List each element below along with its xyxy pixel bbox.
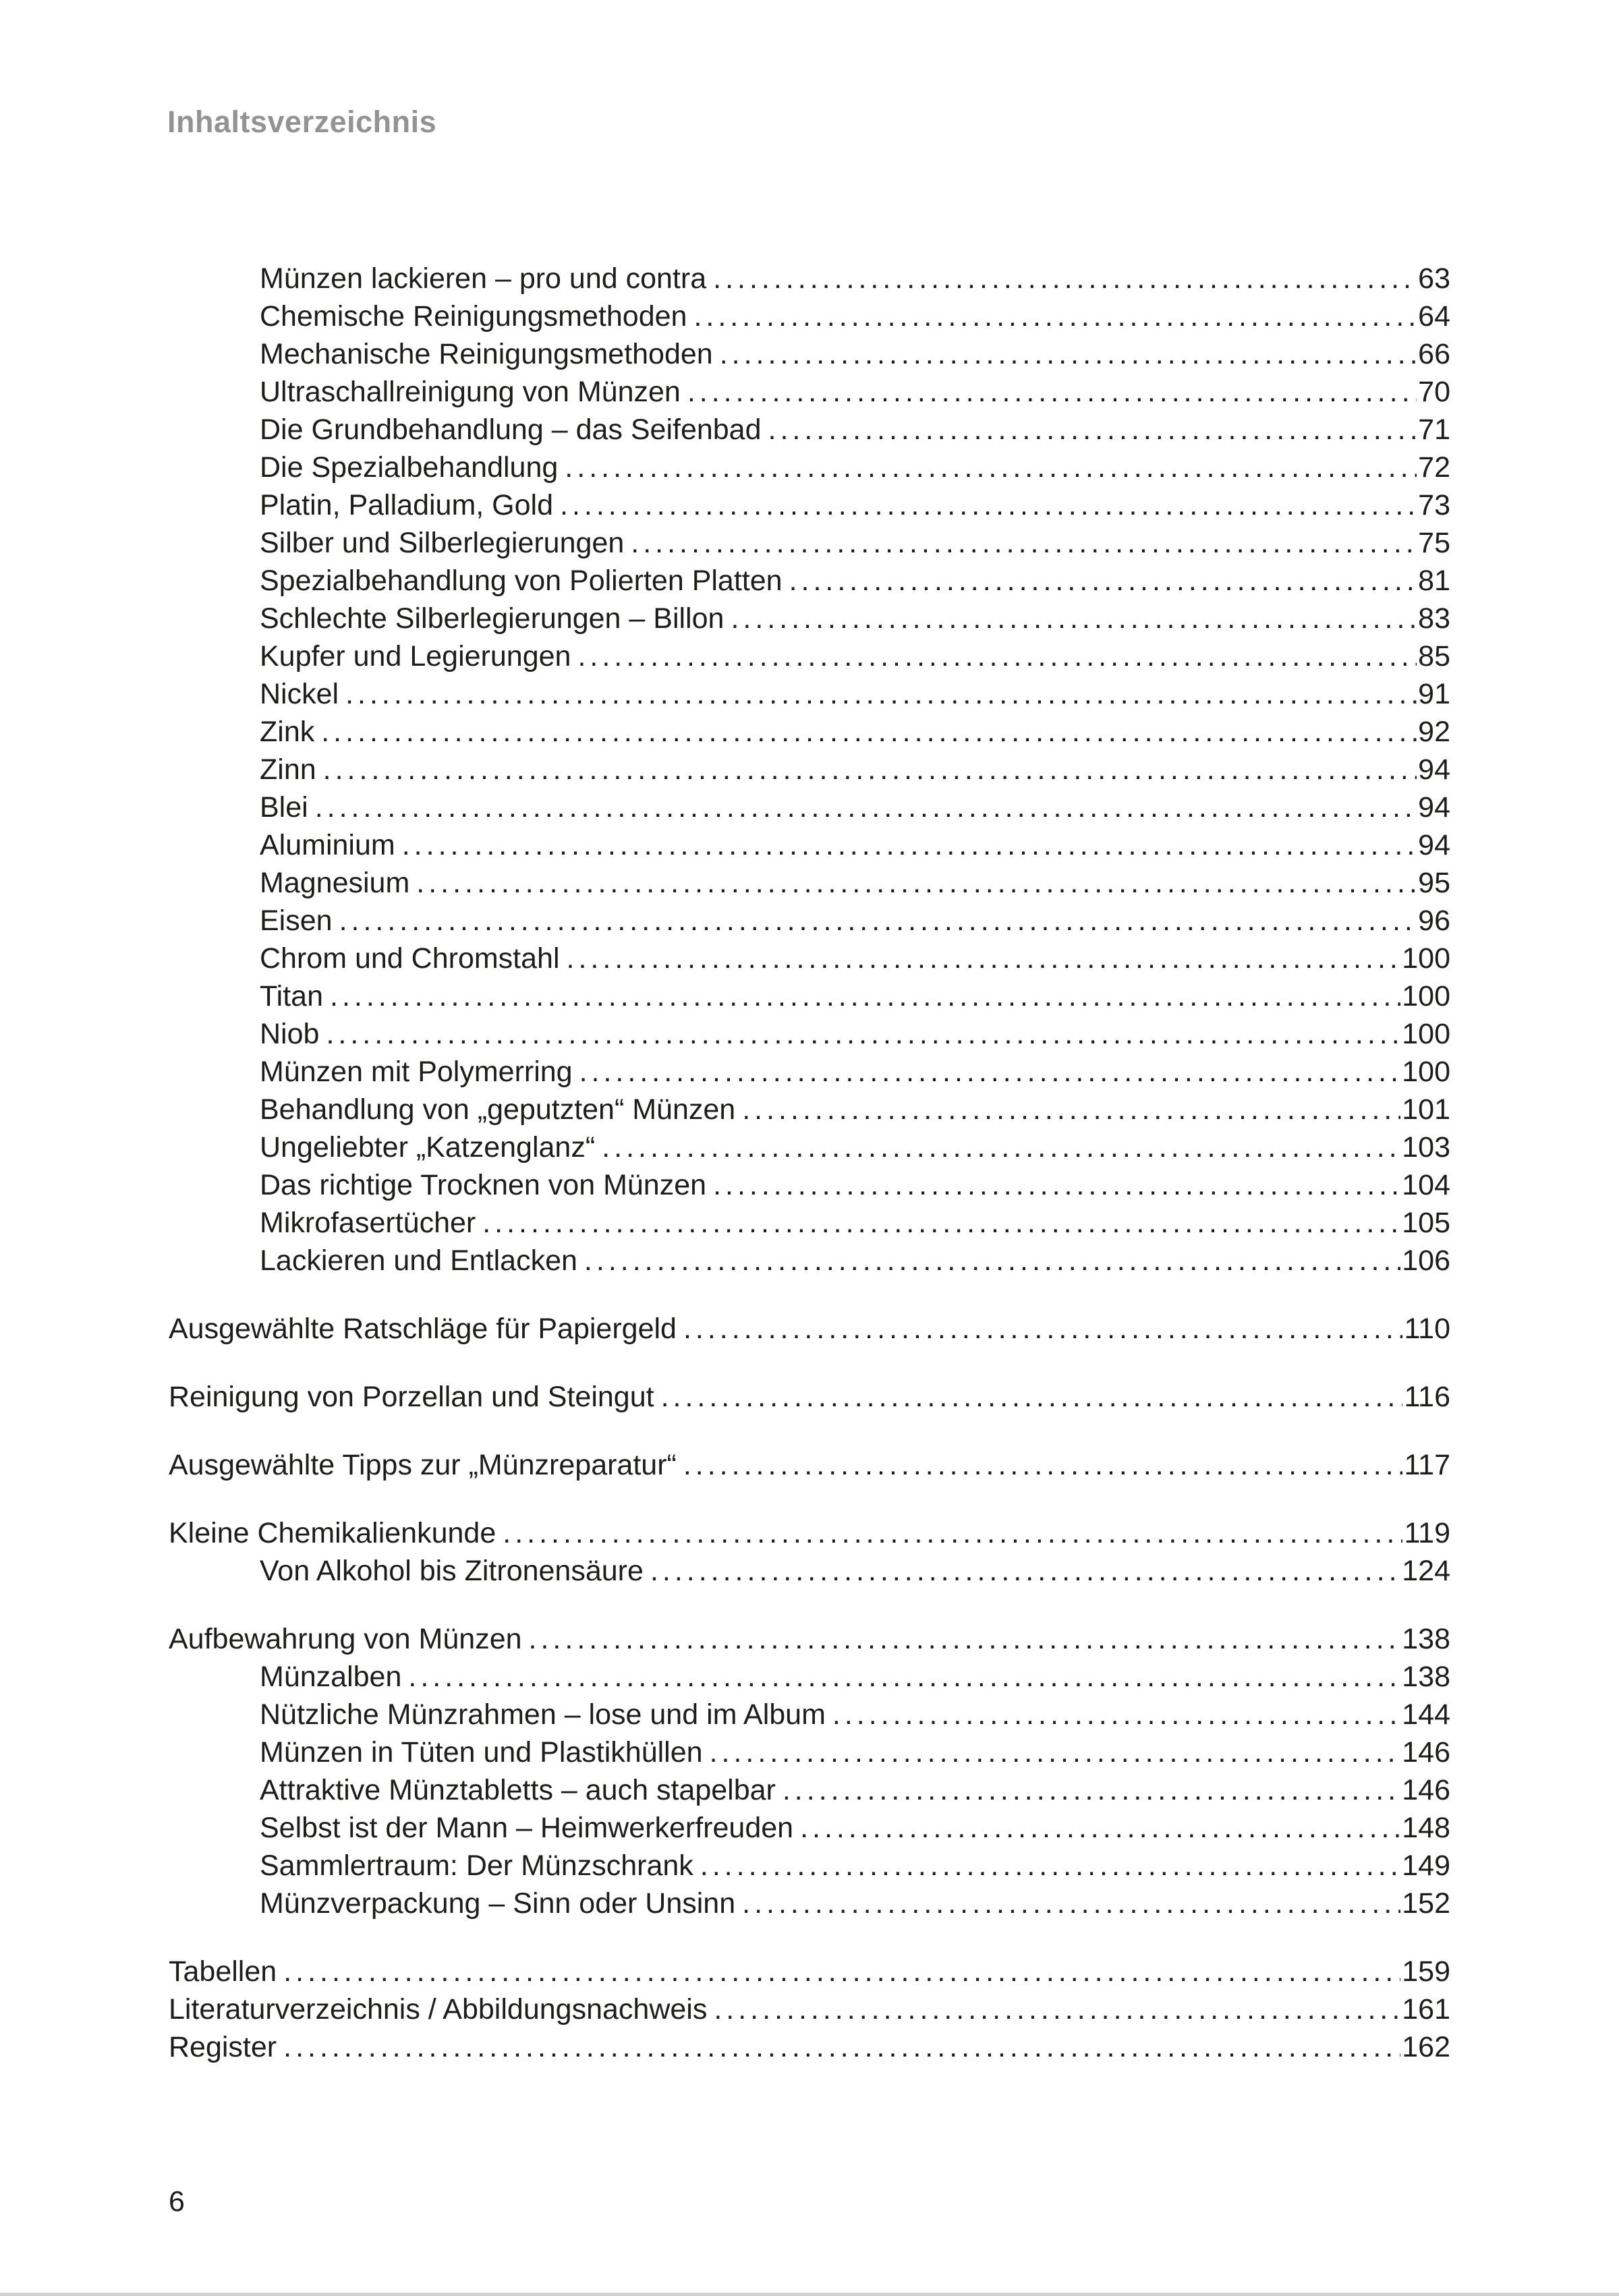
toc-entry-page: 101	[1402, 1093, 1450, 1126]
toc-entry	[169, 1128, 1450, 1166]
toc-entry	[169, 826, 1450, 864]
toc-entry-page: 138	[1402, 1623, 1450, 1655]
toc-entry-page: 63	[1418, 262, 1450, 295]
dot-leader	[742, 1885, 1400, 1922]
dot-leader	[326, 1015, 1400, 1053]
toc-entry-label: Mikrofasertücher	[260, 1207, 476, 1239]
toc-entry	[169, 1990, 1450, 2028]
dot-leader	[731, 600, 1417, 637]
dot-leader	[321, 713, 1417, 751]
dot-leader	[710, 1733, 1401, 1771]
toc-entry-label: Chemische Reinigungsmethoden	[260, 300, 687, 333]
toc-entry-label: Münzen in Tüten und Plastikhüllen	[260, 1736, 703, 1769]
toc-entry-label: Register	[169, 2031, 277, 2063]
toc-entry-label: Aluminium	[260, 829, 395, 861]
toc-entry-page: 83	[1418, 602, 1450, 635]
toc-entry-label: Selbst ist der Mann – Heimwerkerfreuden	[260, 1812, 794, 1844]
toc-entry	[169, 1696, 1450, 1733]
dot-leader	[631, 524, 1417, 562]
dot-leader	[714, 1990, 1400, 2028]
toc-entry-page: 94	[1418, 791, 1450, 824]
toc-entry-label: Aufbewahrung von Münzen	[169, 1623, 522, 1655]
toc-entry	[169, 1771, 1450, 1809]
dot-leader	[416, 864, 1417, 902]
toc-entry	[169, 562, 1450, 600]
toc-entry-page: 152	[1402, 1887, 1450, 1920]
toc-entry-page: 148	[1402, 1812, 1450, 1844]
toc-entry-page: 71	[1418, 413, 1450, 446]
toc-entry	[169, 902, 1450, 940]
dot-leader	[768, 411, 1417, 449]
toc-entry	[169, 486, 1450, 524]
toc-entry-label: Mechanische Reinigungsmethoden	[260, 338, 713, 370]
toc-entry	[169, 788, 1450, 826]
toc-entry-label: Kupfer und Legierungen	[260, 640, 571, 672]
dot-leader	[713, 260, 1417, 297]
toc-entry-page: 149	[1402, 1849, 1450, 1882]
dot-leader	[577, 637, 1417, 675]
toc-entry	[169, 1166, 1450, 1204]
toc-entry-page: 85	[1418, 640, 1450, 672]
page-title: Inhaltsverzeichnis	[167, 105, 437, 139]
toc-entry-page: 159	[1402, 1955, 1450, 1988]
toc-entry	[169, 1733, 1450, 1771]
toc-entry	[169, 713, 1450, 751]
toc-entry-page: 117	[1404, 1449, 1450, 1481]
toc-entry	[169, 373, 1450, 411]
toc-entry-label: Von Alkohol bis Zitronensäure	[260, 1555, 644, 1587]
dot-leader	[661, 1378, 1403, 1416]
toc-entry-page: 138	[1402, 1661, 1450, 1693]
dot-leader	[683, 1446, 1403, 1484]
toc-entry-page: 124	[1402, 1555, 1450, 1587]
toc-entry	[169, 449, 1450, 486]
toc-entry	[169, 1809, 1450, 1847]
footer-page-number: 6	[169, 2185, 185, 2218]
toc-entry-label: Platin, Palladium, Gold	[260, 489, 553, 521]
toc-entry-label: Magnesium	[260, 867, 410, 899]
page-edge-line	[0, 2293, 1619, 2296]
toc-entry	[169, 1310, 1450, 1348]
toc-entry	[169, 411, 1450, 449]
toc-entry-page: 100	[1402, 1056, 1450, 1088]
toc-entry-page: 119	[1404, 1517, 1450, 1549]
toc-entry-label: Die Spezialbehandlung	[260, 451, 559, 484]
dot-leader	[700, 1847, 1400, 1885]
toc-entry-page: 162	[1402, 2031, 1450, 2063]
toc-entry	[169, 1053, 1450, 1091]
toc-entry-label: Chrom und Chromstahl	[260, 942, 560, 975]
toc-entry	[169, 1378, 1450, 1416]
toc-entry	[169, 2028, 1450, 2066]
toc-entry-page: 96	[1418, 905, 1450, 937]
toc-entry-label: Schlechte Silberlegierungen – Billon	[260, 602, 725, 635]
toc-entry-page: 94	[1418, 829, 1450, 861]
toc-entry-label: Die Grundbehandlung – das Seifenbad	[260, 413, 762, 446]
toc-entry	[169, 1242, 1450, 1280]
toc-entry	[169, 524, 1450, 562]
toc-entry-label: Ausgewählte Ratschläge für Papiergeld	[169, 1313, 677, 1345]
toc-entry-page: 100	[1402, 942, 1450, 975]
toc-entry-page: 146	[1402, 1774, 1450, 1806]
toc-entry-page: 64	[1418, 300, 1450, 333]
dot-leader	[330, 977, 1400, 1015]
toc-entry-label: Sammlertraum: Der Münzschrank	[260, 1849, 693, 1882]
dot-leader	[402, 826, 1417, 864]
toc-entry	[169, 637, 1450, 675]
toc-entry-page: 103	[1402, 1131, 1450, 1164]
toc-entry-page: 75	[1418, 527, 1450, 559]
toc-entry-page: 105	[1402, 1207, 1450, 1239]
toc-entry-label: Münzen mit Polymerring	[260, 1056, 573, 1088]
toc-entry-page: 95	[1418, 867, 1450, 899]
toc-entry-page: 104	[1402, 1169, 1450, 1201]
toc-entry-label: Blei	[260, 791, 308, 824]
toc-entry	[169, 1514, 1450, 1552]
toc-entry-label: Niob	[260, 1018, 320, 1050]
toc-entry	[169, 335, 1450, 373]
toc-entry-label: Silber und Silberlegierungen	[260, 527, 625, 559]
toc-entry	[169, 1620, 1450, 1658]
toc-entry-label: Tabellen	[169, 1955, 277, 1988]
toc-entry-label: Kleine Chemikalienkunde	[169, 1517, 496, 1549]
toc-entry-label: Zink	[260, 716, 315, 748]
toc-entry-page: 110	[1404, 1313, 1450, 1345]
toc-entry-label: Ausgewählte Tipps zur „Münzreparatur“	[169, 1449, 677, 1481]
dot-leader	[832, 1696, 1400, 1733]
toc-entry	[169, 1015, 1450, 1053]
toc-entry	[169, 1658, 1450, 1696]
toc-entry-label: Münzen lackieren – pro und contra	[260, 262, 707, 295]
dot-leader	[800, 1809, 1400, 1847]
toc-entry-page: 70	[1418, 376, 1450, 408]
dot-leader	[650, 1552, 1400, 1590]
toc-entry-label: Reinigung von Porzellan und Steingut	[169, 1381, 654, 1413]
dot-leader	[584, 1242, 1400, 1280]
toc-entry	[169, 1885, 1450, 1922]
toc-entry	[169, 260, 1450, 297]
dot-leader	[567, 940, 1401, 977]
dot-leader	[408, 1658, 1400, 1696]
toc-entry	[169, 675, 1450, 713]
dot-leader	[687, 373, 1417, 411]
toc-entry-page: 144	[1402, 1698, 1450, 1731]
toc-entry-page: 92	[1418, 716, 1450, 748]
dot-leader	[683, 1310, 1402, 1348]
toc-entry-page: 100	[1402, 1018, 1450, 1050]
toc-entry	[169, 977, 1450, 1015]
toc-entry-page: 91	[1418, 678, 1450, 710]
dot-leader	[315, 788, 1417, 826]
toc-entry-label: Spezialbehandlung von Polierten Platten	[260, 565, 783, 597]
toc-entry-page: 66	[1418, 338, 1450, 370]
dot-leader	[713, 1166, 1400, 1204]
dot-leader	[345, 675, 1417, 713]
toc-entry-label: Literaturverzeichnis / Abbildungsnachweis	[169, 1993, 708, 2026]
toc-entry-label: Ultraschallreinigung von Münzen	[260, 376, 681, 408]
dot-leader	[579, 1053, 1401, 1091]
toc-entry	[169, 1204, 1450, 1242]
toc-entry-label: Nickel	[260, 678, 339, 710]
dot-leader	[503, 1514, 1402, 1552]
toc-entry-label: Zinn	[260, 753, 316, 786]
toc-entry-label: Behandlung von „geputzten“ Münzen	[260, 1093, 736, 1126]
dot-leader	[783, 1771, 1400, 1809]
dot-leader	[720, 335, 1417, 373]
toc-entry-label: Nützliche Münzrahmen – lose und im Album	[260, 1698, 826, 1731]
dot-leader	[529, 1620, 1401, 1658]
toc-entry-label: Titan	[260, 980, 323, 1012]
toc-entry-label: Lackieren und Entlacken	[260, 1244, 577, 1277]
toc-entry	[169, 1091, 1450, 1128]
toc-entry	[169, 1847, 1450, 1885]
toc-entry-label: Attraktive Münztabletts – auch stapelbar	[260, 1774, 776, 1806]
toc-entry-label: Ungeliebter „Katzenglanz“	[260, 1131, 596, 1164]
toc-entry-label: Das richtige Trocknen von Münzen	[260, 1169, 707, 1201]
toc-entry	[169, 1953, 1450, 1990]
toc-entry-page: 72	[1418, 451, 1450, 484]
toc-entry-page: 100	[1402, 980, 1450, 1012]
toc-entry	[169, 940, 1450, 977]
toc-entry	[169, 297, 1450, 335]
toc-entry	[169, 864, 1450, 902]
toc-entry-page: 146	[1402, 1736, 1450, 1769]
toc-entry-page: 116	[1404, 1381, 1450, 1413]
dot-leader	[742, 1091, 1400, 1128]
toc-entry-page: 73	[1418, 489, 1450, 521]
dot-leader	[323, 751, 1417, 788]
toc-entry-label: Münzalben	[260, 1661, 402, 1693]
dot-leader	[283, 2028, 1400, 2066]
dot-leader	[482, 1204, 1400, 1242]
dot-leader	[565, 449, 1417, 486]
toc-entry-label: Eisen	[260, 905, 333, 937]
toc-entry	[169, 1446, 1450, 1484]
toc-entry-page: 161	[1402, 1993, 1450, 2026]
toc-entry-page: 81	[1418, 565, 1450, 597]
toc-entry-label: Münzverpackung – Sinn oder Unsinn	[260, 1887, 736, 1920]
table-of-contents	[169, 260, 1450, 2066]
toc-entry-page: 106	[1402, 1244, 1450, 1277]
toc-entry	[169, 751, 1450, 788]
toc-entry	[169, 600, 1450, 637]
dot-leader	[560, 486, 1417, 524]
dot-leader	[339, 902, 1417, 940]
toc-entry	[169, 1552, 1450, 1590]
dot-leader	[283, 1953, 1400, 1990]
dot-leader	[693, 297, 1417, 335]
dot-leader	[789, 562, 1417, 600]
dot-leader	[602, 1128, 1400, 1166]
toc-entry-page: 94	[1418, 753, 1450, 786]
